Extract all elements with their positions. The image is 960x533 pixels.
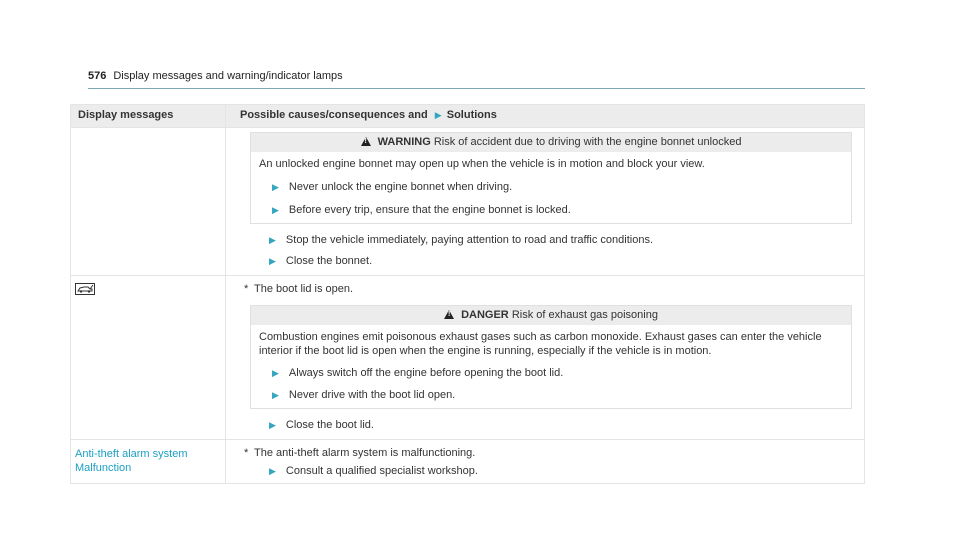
table-row [71, 440, 865, 484]
page-title: Display messages and warning/indicator lamps [113, 70, 343, 82]
danger-box [250, 305, 852, 409]
table-header-row [71, 105, 865, 128]
display-messages-table [70, 104, 865, 484]
danger-step-text: Never drive with the boot lid open. [288, 389, 456, 401]
cause-line [244, 283, 858, 295]
boot-open-icon [75, 283, 95, 295]
warning-title: Risk of accident due to driving with the engine bonnet unlocked [433, 136, 742, 148]
page-header [88, 70, 343, 82]
arrow-icon: ▶ [269, 466, 276, 476]
solution-cell [226, 440, 865, 484]
arrow-icon: ▶ [272, 205, 279, 215]
solution-step-text: Consult a qualified specialist workshop. [285, 465, 478, 477]
warning-label: WARNING [377, 136, 431, 148]
warning-text: An unlocked engine bonnet may open up when the vehicle is in motion and block your view. [259, 158, 705, 170]
cause-marker: * [244, 447, 249, 459]
warning-step [272, 203, 843, 217]
column-header-causes-text: Possible causes/consequences and [240, 109, 428, 121]
danger-title: Risk of exhaust gas poisoning [511, 309, 658, 321]
warning-step-text: Never unlock the engine bonnet when driving. [288, 181, 513, 193]
table-row [71, 128, 865, 276]
column-header-solutions-text: Solutions [446, 109, 497, 121]
solution-cell [226, 128, 865, 276]
warning-box [250, 132, 852, 224]
danger-step [272, 388, 843, 402]
warning-box-body [251, 152, 851, 223]
danger-box-header [251, 306, 851, 325]
cause-text: The boot lid is open. [254, 283, 354, 295]
solution-step [269, 234, 858, 246]
arrow-icon: ▶ [272, 368, 279, 378]
column-header-messages: Display messages [71, 105, 226, 128]
solution-step-text: Close the boot lid. [285, 419, 374, 431]
solution-step-text: Close the bonnet. [285, 255, 373, 267]
table-row [71, 276, 865, 440]
message-cell [71, 276, 226, 440]
solution-step [269, 255, 858, 267]
cause-marker: * [244, 283, 249, 295]
cause-text: The anti-theft alarm system is malfunctioning. [254, 447, 476, 459]
danger-label: DANGER [461, 309, 509, 321]
message-cell [71, 440, 226, 484]
message-text: Anti-theft alarm system [75, 448, 188, 460]
danger-step [272, 366, 843, 380]
warning-step [272, 180, 843, 194]
solution-step-text: Stop the vehicle immediately, paying attention to road and traffic conditions. [285, 234, 654, 246]
danger-box-body [251, 325, 851, 408]
message-cell [71, 128, 226, 276]
arrow-icon: ▶ [269, 256, 276, 266]
danger-text: Combustion engines emit poisonous exhaust gases such as carbon monoxide. Exhaust gases can enter the vehicle interior if the boot lid is open when the engine is running, especially if the vehicle is in motion. [259, 331, 822, 357]
solution-cell [226, 276, 865, 440]
page-number: 576 [88, 70, 107, 82]
warning-triangle-icon: ! [444, 310, 454, 319]
warning-step-text: Before every trip, ensure that the engine bonnet is locked. [288, 204, 571, 216]
danger-step-text: Always switch off the engine before opening the boot lid. [288, 367, 564, 379]
arrow-icon: ▶ [269, 235, 276, 245]
solution-step [269, 419, 858, 431]
arrow-icon: ▶ [269, 420, 276, 430]
arrow-icon: ▶ [434, 110, 442, 120]
column-header-causes [226, 105, 865, 128]
warning-box-header [251, 133, 851, 152]
header-rule [88, 88, 865, 89]
arrow-icon: ▶ [272, 390, 279, 400]
message-text: Malfunction [75, 462, 132, 474]
arrow-icon: ▶ [272, 182, 279, 192]
cause-line [244, 447, 858, 459]
solution-step [269, 465, 858, 477]
warning-triangle-icon: ! [361, 137, 371, 146]
